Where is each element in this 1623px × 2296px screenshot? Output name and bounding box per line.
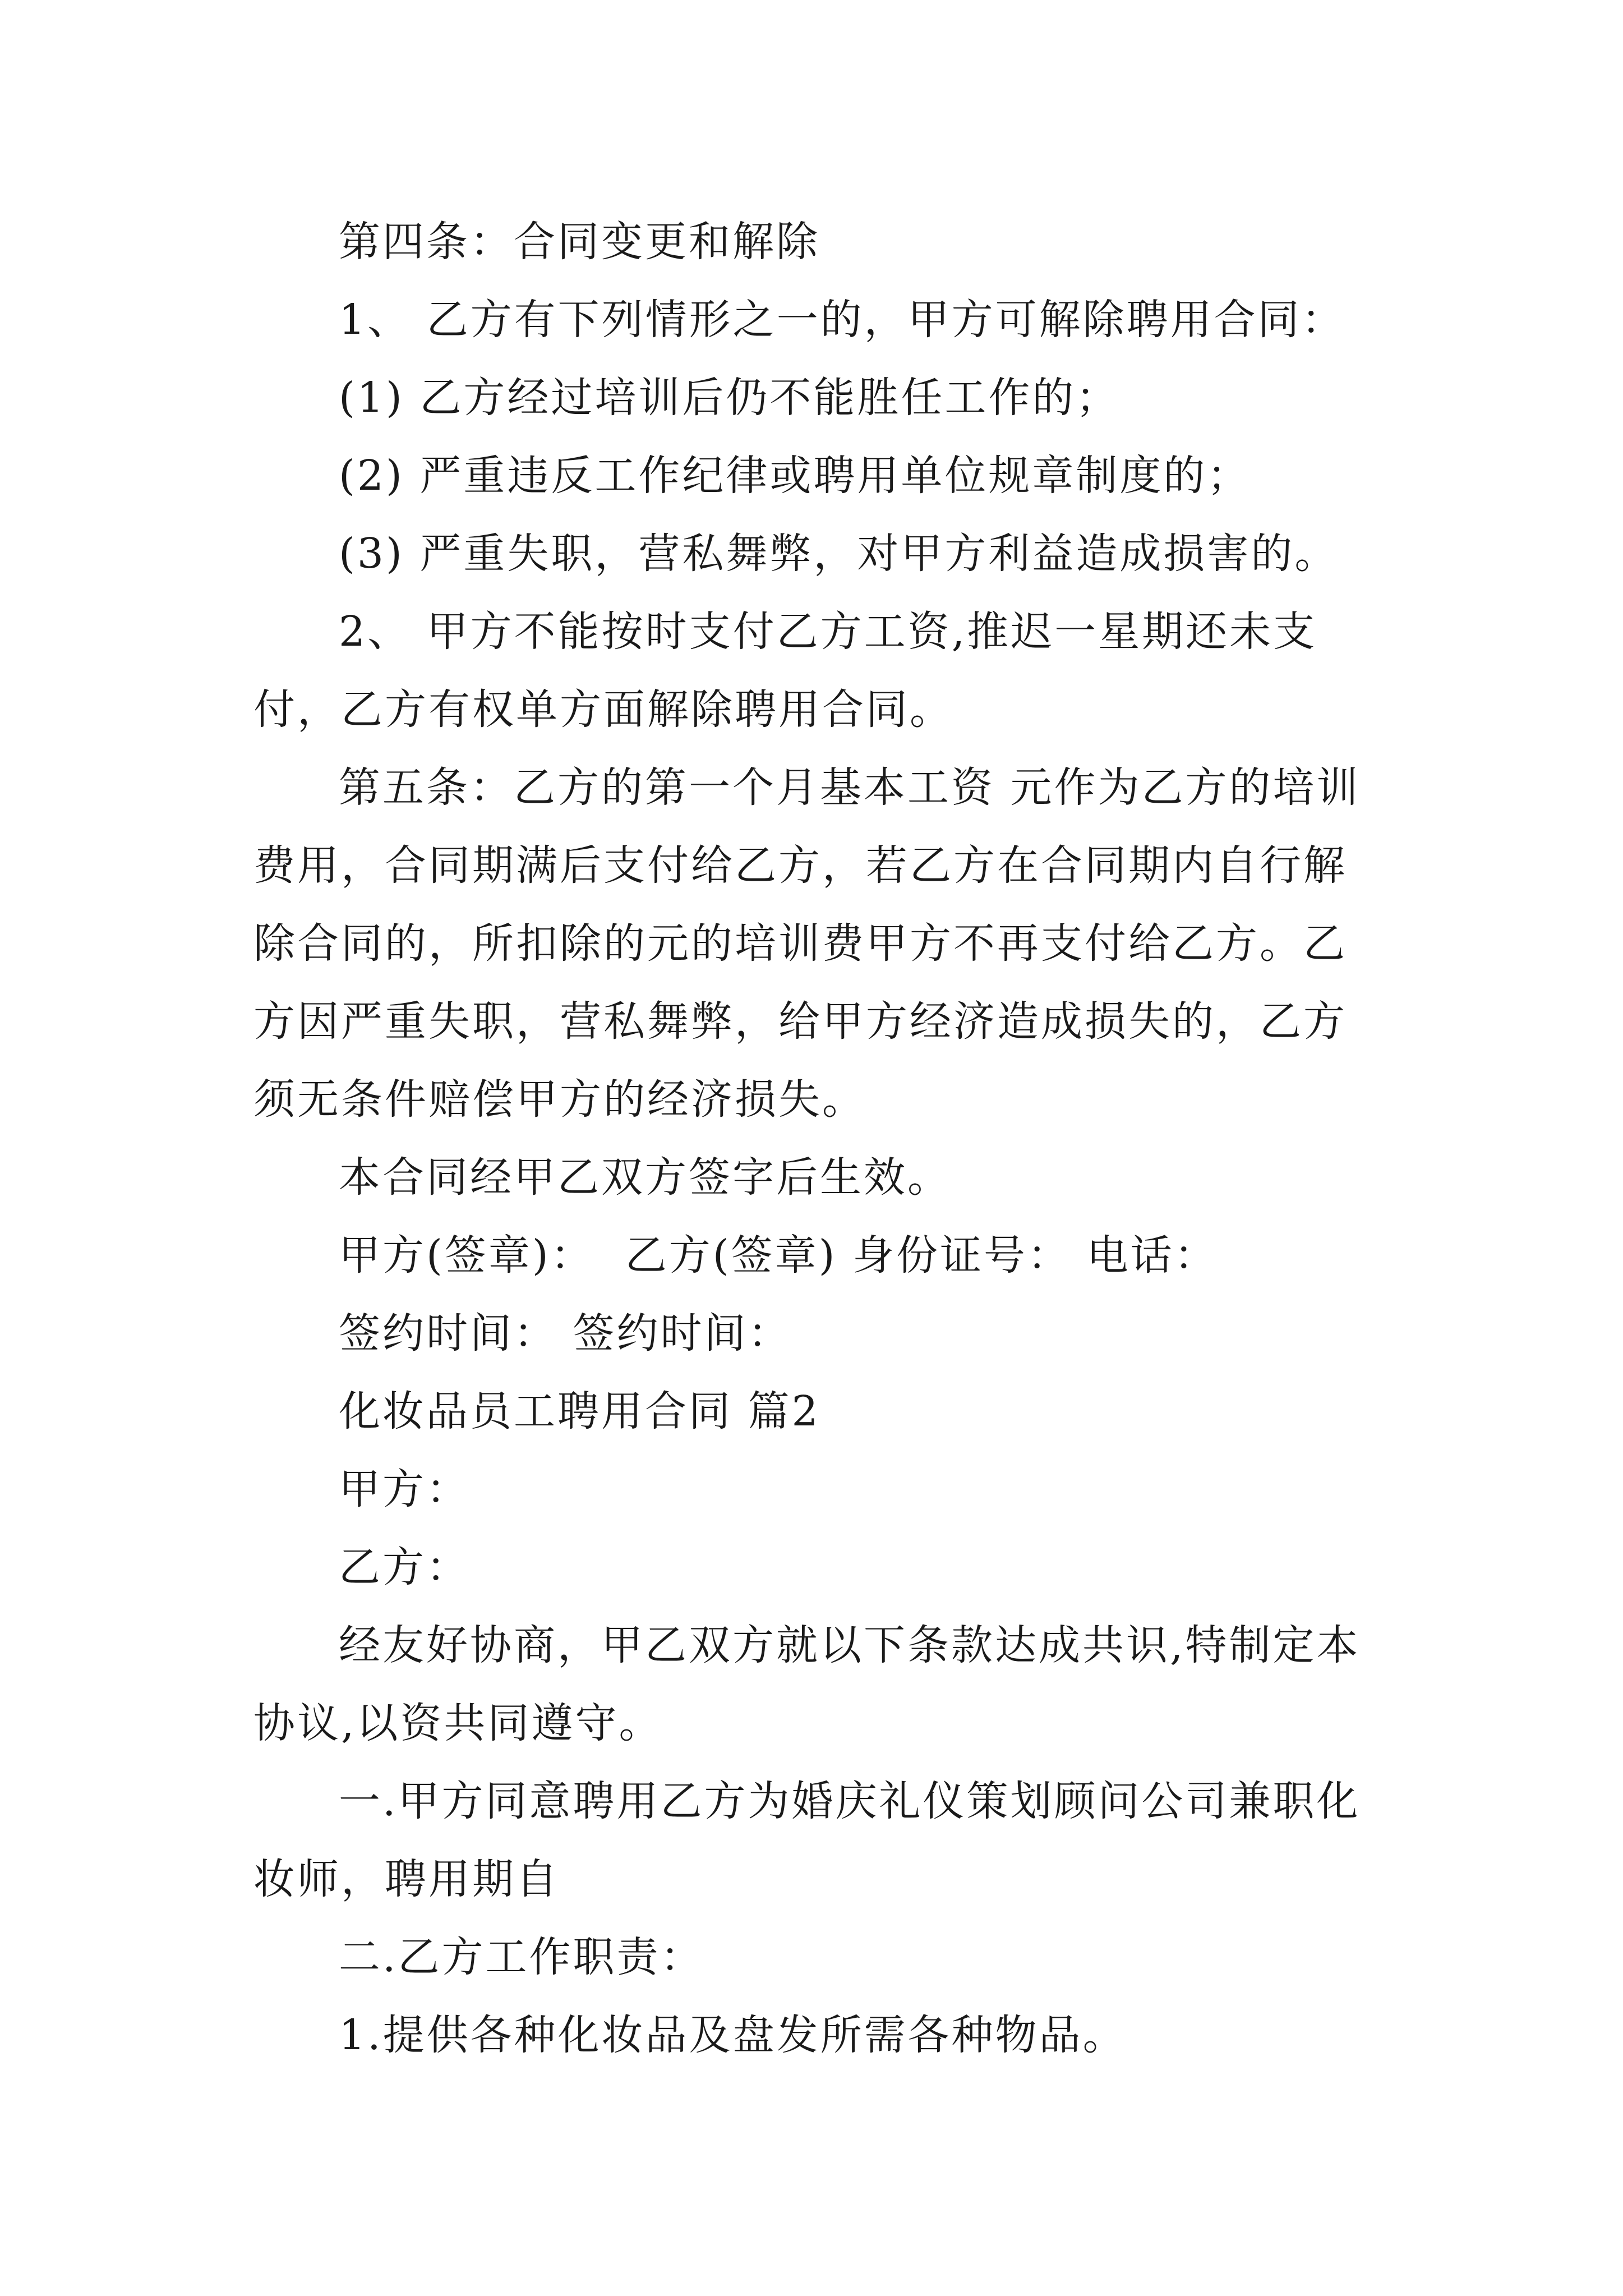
section-2-item-1: 1.提供各种化妆品及盘发所需各种物品。 <box>339 2011 1127 2059</box>
clause-1-item-3: (3) 严重失职，营私舞弊，对甲方利益造成损害的。 <box>339 530 1339 578</box>
section-1: 一.甲方同意聘用乙方为婚庆礼仪策划顾问公司兼职化妆师，聘用期自 <box>253 1777 1361 1903</box>
preamble: 经友好协商，甲乙双方就以下条款达成共识,特制定本协议,以资共同遵守。 <box>253 1621 1361 1747</box>
document-body <box>253 203 1375 2074</box>
clause-1: 1、 乙方有下列情形之一的，甲方可解除聘用合同： <box>339 296 1345 344</box>
signing-date-line: 签约时间： 签约时间： <box>339 1309 792 1358</box>
article-4-heading: 第四条：合同变更和解除 <box>339 218 820 266</box>
clause-1-item-2: (2) 严重违反工作纪律或聘用单位规章制度的； <box>339 452 1251 500</box>
party-a: 甲方： <box>339 1465 470 1513</box>
article-5: 第五条：乙方的第一个月基本工资 元作为乙方的培训费用，合同期满后支付给乙方，若乙方在合同期内自行解除合同的，所扣除的元的培训费甲方不再支付给乙方。乙方因严重失职，营私舞弊，给甲方经济造成损失的，乙方须无条件赔偿甲方的经济损失。 <box>253 763 1361 1124</box>
signature-line: 甲方(签章)： 乙方(签章) 身份证号： 电话： <box>339 1231 1218 1280</box>
contract-2-title: 化妆品员工聘用合同 篇2 <box>339 1387 820 1435</box>
clause-2: 2、 甲方不能按时支付乙方工资,推迟一星期还未支付，乙方有权单方面解除聘用合同。 <box>253 608 1317 734</box>
effective-statement: 本合同经甲乙双方签字后生效。 <box>339 1153 951 1202</box>
party-b: 乙方： <box>339 1543 470 1591</box>
clause-1-item-1: (1) 乙方经过培训后仍不能胜任工作的； <box>339 374 1120 422</box>
section-2-heading: 二.乙方工作职责： <box>339 1933 704 1981</box>
